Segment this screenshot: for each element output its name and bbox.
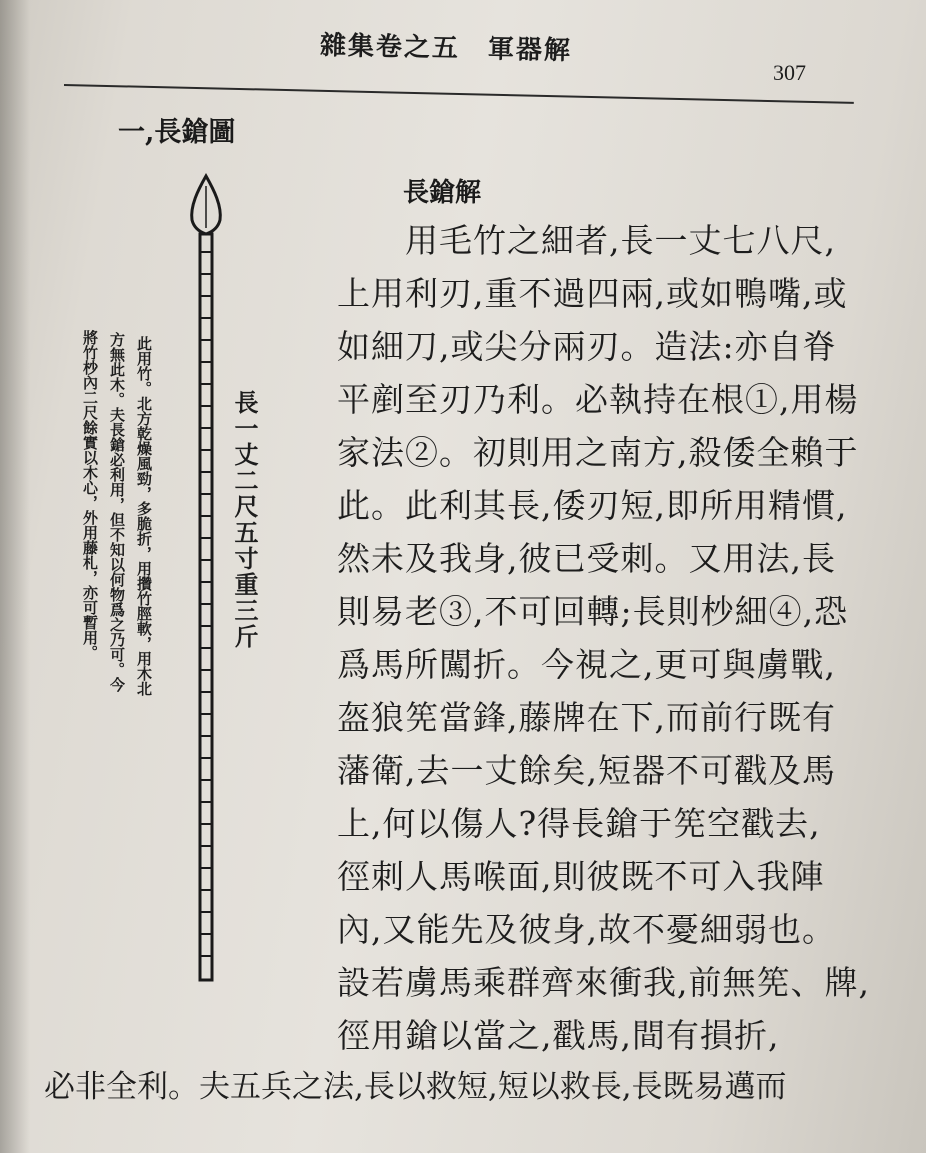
body-line: 如細刀,或尖分兩刃。造法:亦自脊 [337,327,837,366]
page-number: 307 [773,60,806,85]
running-header: 雜集卷之五 軍器解 [319,30,573,67]
header-rule [64,84,854,104]
body-line: 用毛竹之細者,長一丈七八尺, [405,221,836,260]
body-line: 徑用鎗以當之,戳馬,間有損折, [337,1016,780,1055]
page-gutter-shadow [0,0,30,1153]
body-line: 藩衛,去一丈餘矣,短器不可戳及馬 [337,751,836,790]
spear-head-icon [192,176,221,234]
body-line: 盔狼筅當鋒,藤牌在下,而前行既有 [337,698,836,737]
body-line: 此。此利其長,倭刃短,即所用精慣, [337,486,848,525]
spear-note-column-2: 方無此木。夫長鎗必利用，但不知以何物爲之乃可。今 [108,332,126,692]
body-line: 平剷至刃乃利。必執持在根①,用楊 [337,380,859,419]
body-line: 內,又能先及彼身,故不憂細弱也。 [337,910,836,949]
section-title: 一,長鎗圖 [118,117,236,148]
body-line: 家法②。初則用之南方,殺倭全賴于 [337,433,859,472]
body-line: 然未及我身,彼已受刺。又用法,長 [337,539,836,578]
body-line: 上,何以傷人?得長鎗于筅空戳去, [337,804,821,843]
spear-dimension-label: 長一丈二尺五寸重三斤 [230,390,259,650]
text-heading: 長鎗解 [403,178,482,208]
body-line-full-width: 必非全利。夫五兵之法,長以救短,短以救長,長既易邁而 [44,1069,787,1105]
spear-shaft [200,234,212,980]
body-line: 爲馬所闖折。今視之,更可與虜戰, [337,645,836,684]
spear-note-column-3: 將竹杪內二尺餘實以木心，外用藤札，亦可暫用。 [81,330,99,660]
body-line: 徑刺人馬喉面,則彼既不可入我陣 [337,857,825,896]
body-line: 上用利刃,重不過四兩,或如鴨嘴,或 [337,274,848,313]
spear-illustration [176,172,236,992]
body-line: 則易老③,不可回轉;長則杪細④,恐 [337,592,849,631]
spear-note-column-1: 此用竹。北方乾燥風勁，多脆折，用攢竹脛軟，用木北 [135,336,153,696]
body-line: 設若虜馬乘群齊來衝我,前無筅、牌, [337,963,870,1002]
